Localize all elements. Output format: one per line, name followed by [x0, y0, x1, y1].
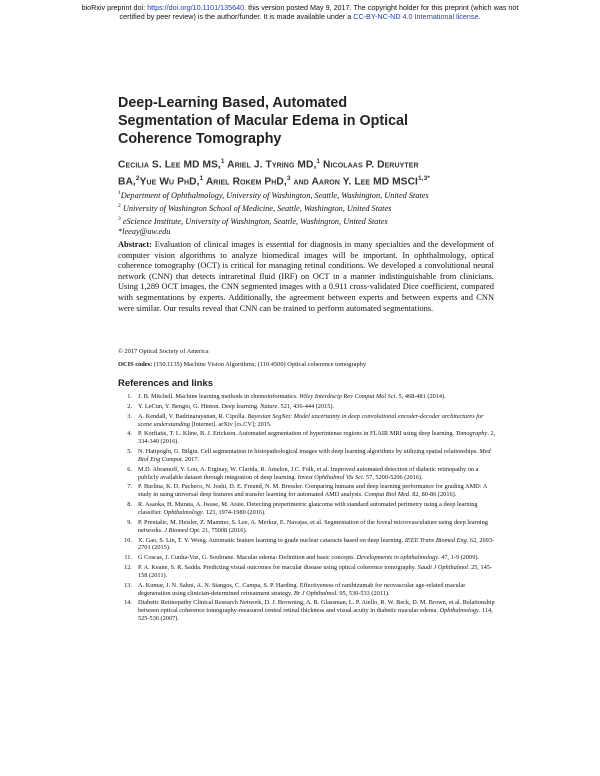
- title-line: Coherence Tomography: [118, 131, 282, 147]
- reference-authors-title: Diabetic Retinopathy Clinical Research Network, D. J. Browning, A. R. Glassman, L. P. Aiello, R. W. Beck, D. M. Brown, et al. Relationship between optical coherence tomography-measured central retinal thickness and visual acuity in diabetic macular edema.: [138, 599, 495, 615]
- reference-item: [118, 537, 496, 553]
- reference-journal: Br J Ophthalmol: [293, 589, 337, 597]
- reference-citation: [Internet]. arXiv [cs.CV]; 2015.: [189, 420, 272, 428]
- reference-item: [118, 599, 496, 623]
- reference-item: [118, 448, 496, 464]
- reference-text: [138, 393, 446, 400]
- reference-text: [138, 448, 491, 463]
- paper-title: [118, 94, 498, 148]
- author-name: Ariel J. Tyring MD,: [224, 159, 317, 171]
- reference-journal: J Biomed Opt: [164, 526, 199, 534]
- author-name: Cecilia S. Lee MD MS,: [118, 159, 221, 171]
- reference-text: [138, 466, 478, 481]
- reference-number: 8.: [127, 501, 132, 509]
- reference-authors-title: X. Gao, S. Lin, T. Y. Wong. Automatic feature learning to grade nuclear cataracts based on deep learning.: [138, 536, 405, 544]
- reference-journal: IEEE Trans Biomed Eng: [404, 536, 467, 544]
- affiliation: [118, 214, 498, 227]
- reference-citation: . 25, 145-158 (2011).: [138, 564, 493, 579]
- reference-text: [138, 599, 495, 622]
- email-text[interactable]: *leeay@uw.edu: [118, 227, 171, 237]
- reference-item: [118, 564, 496, 580]
- reference-item: [118, 501, 496, 517]
- reference-text: [138, 403, 334, 410]
- reference-number: 13.: [124, 581, 132, 589]
- reference-number: 9.: [127, 518, 132, 526]
- affiliation-sup: 1: [118, 190, 121, 196]
- reference-journal: Bayesian SegNet: Model uncertainty in deep convolutional encoder-decoder architectures for scene understanding: [138, 412, 484, 428]
- reference-number: 2.: [127, 402, 132, 410]
- ocis-text: (150.1135) Machine Vision Algorithms; (110.4500) Optical coherence tomography: [152, 361, 367, 368]
- reference-citation: . 95, 530-533 (2011).: [336, 589, 390, 597]
- reference-citation: . 57, 5200-5206 (2016).: [362, 473, 423, 481]
- reference-citation: . 62, 2693-2701 (2015).: [138, 536, 495, 552]
- reference-journal: Saudi J Ophthalmol: [417, 564, 468, 572]
- reference-item: [118, 554, 496, 562]
- reference-citation: . 5, 468-481 (2014).: [395, 393, 446, 400]
- reference-citation: . 114, 525-536 (2007).: [138, 607, 493, 623]
- reference-authors-title: A. Kumar, J. N. Sahni, A. N. Stangos, C. Campa, S. P. Harding. Effectiveness of ranibizumab for neovascular age-related macular degeneration using clinician-determined retreatment strategy.: [138, 581, 466, 597]
- reference-item: [118, 582, 496, 598]
- reference-number: 7.: [127, 483, 132, 491]
- notice-text: . this version posted May 9, 2017. The copyright holder for this preprint (which was not: [244, 3, 519, 12]
- author-row-1: [118, 155, 498, 172]
- reference-number: 1.: [127, 393, 132, 400]
- reference-text: [138, 519, 488, 534]
- ocis-codes: [118, 361, 494, 369]
- affiliation: [118, 188, 498, 201]
- reference-number: 4.: [127, 430, 132, 438]
- reference-text: [138, 554, 479, 561]
- reference-number: 11.: [124, 554, 132, 562]
- affiliation: [118, 201, 498, 214]
- reference-text: [138, 537, 494, 552]
- doi-prefix: bioRxiv preprint doi:: [81, 3, 148, 12]
- reference-authors-title: Y. LeCun, Y. Bengio, G. Hinton. Deep learning.: [138, 402, 261, 410]
- reference-journal: Invest Ophthalmol Vis Sci: [297, 473, 363, 481]
- author-name: Ariel Rokem PhD,: [203, 176, 287, 188]
- reference-authors-title: N. Hatipoglu, G. Bilgin. Cell segmentation in histopathological images with deep learning algorithms by utilizing spatial relationships.: [138, 448, 480, 455]
- reference-item: [118, 393, 496, 401]
- reference-authors-title: A. Kendall, V. Badrinarayanan, R. Cipolla.: [138, 412, 248, 420]
- author-list: [118, 155, 498, 190]
- reference-text: [138, 483, 487, 498]
- reference-authors-title: P. A. Keane, S. R. Sadda. Predicting visual outcomes for macular disease using optical coherence tomography.: [138, 564, 418, 572]
- affiliation-text: eScience Institute, University of Washington, Seattle, Washington, United States: [120, 216, 388, 226]
- reference-citation: . 82, 80-86 (2016).: [409, 491, 457, 499]
- reference-item: [118, 483, 496, 499]
- reference-authors-title: P. Prentašic, M. Heisler, Z. Mammo, S. Lee, A. Merkur, E. Navajas, et al. Segmentation of the foveal microvasculature using deep learning networks.: [138, 518, 488, 534]
- copyright-line: © 2017 Optical Society of America: [118, 348, 209, 355]
- abstract: [118, 240, 494, 314]
- doi-link[interactable]: https://doi.org/10.1101/135640: [147, 3, 245, 12]
- reference-text: [138, 430, 495, 445]
- reference-journal: Med Biol Eng Comput: [138, 448, 491, 463]
- reference-authors-title: G Coscas, J. Cunha-Vaz, G. Soubrane. Macular edema: Definition and basic concepts.: [138, 554, 357, 562]
- affiliation-sup: 2: [118, 203, 121, 210]
- reference-citation: . 47, 1-9 (2009).: [438, 554, 480, 562]
- author-name: Yue Wu PhD,: [139, 176, 200, 188]
- reference-item: [118, 519, 496, 535]
- reference-text: [138, 413, 484, 428]
- reference-text: [138, 564, 492, 579]
- license-link[interactable]: CC-BY-NC-ND 4.0 International license: [353, 12, 479, 21]
- reference-citation: . 21, 75008 (2016).: [198, 526, 248, 534]
- notice-end: .: [478, 12, 481, 21]
- reference-item: [118, 403, 496, 411]
- abstract-text: Evaluation of clinical images is essential for diagnosis in many specialties and the development of computer vision algorithms to analyze biomedical images will be important. In ophthalmology, optical coherence tomography (OCT) is critical for managing retinal conditions. We developed a convolutional neural network (CNN) that detects intraretinal fluid (IRF) on OCT in a manner indistinguishable from clinicians. Using 1,289 OCT images, the CNN segmented images with a 0.911 cross-validated Dice coefficient, compared with segmentations by experts. Additionally, the agreement between experts and between experts and CNN were similar. Our results reveal that CNN can be trained to perform automated segmentations.: [118, 240, 494, 313]
- reference-journal: Tomography: [455, 430, 488, 438]
- affiliation-text: Department of Ophthalmology, University of Washington, Seattle, Washington, United States: [120, 190, 429, 200]
- affiliations: [118, 188, 498, 237]
- author-name: BA,: [118, 176, 136, 188]
- author-name: and Aaron Y. Lee MD MSCI: [290, 176, 418, 188]
- reference-number: 12.: [124, 564, 132, 572]
- reference-journal: Developments in ophthalmology: [356, 554, 439, 562]
- notice-text-2: certified by peer review) is the author/funder. It is made available under a: [119, 12, 354, 21]
- author-sup: 1: [316, 158, 321, 165]
- reference-item: [118, 413, 496, 429]
- reference-authors-title: P. Korfiatis, T. L. Kline, B. J. Erickson. Automated segmentation of hyperintense regions in FLAIR MRI using deep learning.: [138, 430, 456, 438]
- author-sup: 1,3*: [417, 175, 430, 183]
- author-sup: 1: [220, 158, 225, 165]
- title-line: Deep-Learning Based, Automated: [118, 95, 348, 111]
- reference-item: [118, 430, 496, 446]
- reference-list: [118, 393, 496, 625]
- abstract-label: Abstract:: [118, 240, 152, 249]
- reference-citation: . 2, 334-340 (2016).: [138, 430, 496, 446]
- affiliation-text: University of Washington School of Medicine, Seattle, Washington, United States: [120, 203, 392, 213]
- reference-journal: Nature: [260, 402, 278, 410]
- reference-citation: . 521, 436-444 (2015).: [277, 402, 335, 410]
- references-heading: References and links: [118, 378, 214, 389]
- reference-number: 3.: [127, 412, 132, 420]
- reference-journal: Wiley Interdiscip Rev Comput Mol Sci: [299, 393, 396, 400]
- reference-authors-title: M.D. Abramoff, Y. Lou, A. Erginay, W. Clarida, R. Amelon, J.C. Folk, et al. Improved automated detection of diabetic retinopathy on a publicly available dataset through integration of deep learning.: [138, 465, 479, 481]
- reference-item: [118, 466, 496, 482]
- corresponding-email[interactable]: [118, 227, 498, 237]
- reference-authors-title: R. Asaoka, H. Murata, A. Iwase, M. Araie. Detecting preperimetric glaucoma with standard automated perimetry using a deep learning classifier.: [138, 501, 478, 517]
- reference-number: 5.: [127, 448, 132, 455]
- reference-citation: . 123, 1974-1980 (2016).: [202, 509, 266, 517]
- reference-journal: Ophthalmology: [163, 509, 203, 517]
- preprint-notice-line2: [0, 12, 600, 21]
- reference-authors-title: J. B. Mitchell. Machine learning methods in chemoinformatics.: [138, 393, 300, 400]
- reference-text: [138, 582, 465, 597]
- reference-journal: Ophthalmology: [439, 607, 479, 615]
- preprint-notice-line1: [0, 3, 600, 12]
- reference-journal: Comput Biol Med: [364, 491, 410, 499]
- author-sup: 1: [199, 175, 204, 183]
- reference-authors-title: P. Burlina, K. D. Pacheco, N. Joshi, D. E. Freund, N. M. Bressler. Comparing humans and deep learning performance for grading AMD: A study in using universal deep features and transfer learning for automated AMD analysis.: [138, 483, 487, 499]
- title-line: Segmentation of Macular Edema in Optical: [118, 113, 408, 129]
- reference-text: [138, 501, 478, 516]
- author-sup: 3: [286, 175, 291, 183]
- reference-number: 6.: [127, 465, 132, 473]
- preprint-notice: [0, 3, 600, 21]
- reference-number: 14.: [124, 599, 132, 607]
- ocis-label: OCIS codes:: [118, 361, 153, 368]
- affiliation-sup: 3: [118, 216, 121, 223]
- reference-number: 10.: [124, 536, 132, 544]
- author-name: Nicolaas P. Deruyter: [320, 159, 419, 171]
- author-sup: 2: [135, 175, 140, 183]
- reference-citation: . 2017.: [181, 455, 200, 463]
